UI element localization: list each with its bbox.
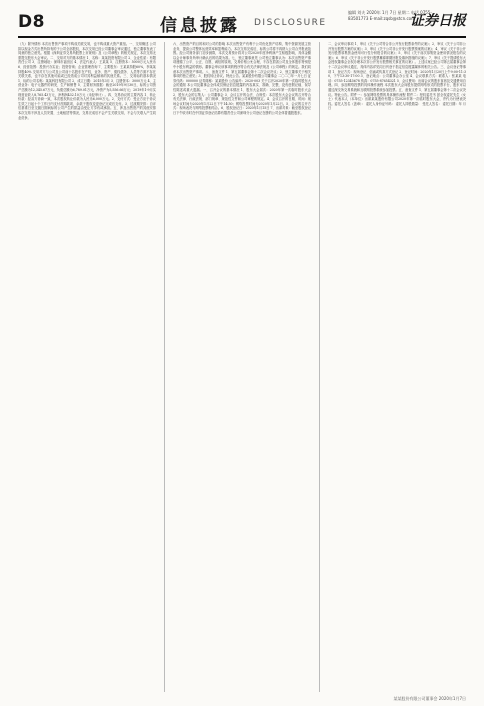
masthead-meta: 编辑 刘夫 2020年 1月 7日 星期二 电话 0755-83501773 E-mail:zqsb@stcn.com xyxy=(348,10,432,21)
section-title: 信息披露 xyxy=(160,16,240,36)
page-number: D8 xyxy=(18,12,45,32)
column-1 xyxy=(18,42,156,692)
column-1-text: （九）除外情形 本次出售资产事项不构成关联交易，也不构成重大资产重组。一、交易概述 公司拟以现金方式出售所持有的子公司全部股权，本次交易已经公司董事会审议通过，独立董事发表了同意的独立意见。根据《深圳证券交易所股票上市规则》及《公司章程》的相关规定，本次交易无需提交股东大会审议。二、交易对方的基本情况 1、名称：某某投资有限公司 2、企业性质：有限责任公司 3、注册地址：深圳市福田区 4、法定代表人：王某某 5、注册资本：5000万元人民币 6、经营范围：投资兴办实业；投资咨询；企业管理咨询 7、主要股东：王某某持股60%，李某某持股40% 交易对方与公司及公司前十名股东在产权、业务、资产、债权债务、人员等方面不存在关联关系，也不存在其他可能或已经造成公司对其利益倾斜的其他关系。三、交易标的基本情况 1、标的公司名称：某某科技有限公司 2、成立日期：2015年3月 3、注册资本：3000万元 4、主营业务：电子元器件的研发、生产和销售 5、主要财务数据：截至2019年9月30日，标的公司资产总额为12,345.67万元，负债总额为6,789.01万元，净资产为5,556.66万元；2019年1-9月实现营业收入8,765.43万元，净利润432.10万元（未经审计）。四、交易协议的主要内容 1、转让价款：经双方协商一致，本次股权转让价款为人民币6,000万元。2、支付方式：受让方应于协议生效之日起十个工作日内支付首期款项，余款于股权变更登记完成后支付。3、过渡期安排：自评估基准日至交割日期间标的公司产生的损益由受让方享有或承担。五、涉及出售资产的其他安排 本次交易不涉及人员安置、土地租赁等情况，交易完成后不会产生关联交易，不会与关联人产生同业竞争。 xyxy=(18,42,158,120)
article-columns xyxy=(18,42,466,692)
page-footer: 某某股份有限公司董事会 2020年1月7日 xyxy=(393,696,466,701)
column-3 xyxy=(319,42,466,692)
column-2-text: 六、出售资产的目的和对公司的影响 本次出售资产有利于公司优化资产结构，集中资源发展主营业务，提高公司整体运营效率和盈利能力。本次交易完成后，标的公司将不再纳入公司合并报表范围。经公司财务部门初步测算，本次交易预计将对公司2020年度净利润产生积极影响，具体金额以会计师事务所审计确认后的结果为准。七、独立董事意见 公司独立董事认为：本次出售资产事项遵循了公平、公正、自愿、诚信的原则，交易价格公允合理，不存在损害公司及全体股东特别是中小股东利益的情形。董事会审议该事项的程序符合有关法律法规及《公司章程》的规定。我们同意本次出售资产事项。八、备查文件 1、第五届董事会第十二次会议决议；2、独立董事关于相关事项的独立意见；3、股权转让协议。特此公告。某某股份有限公司董事会 二〇二〇年一月七日 证券代码：000000 证券简称：某某股份 公告编号：2020-003 关于召开2020年第一次临时股东大会的通知 本公司及董事会全体成员保证信息披露的内容真实、准确、完整，没有虚假记载、误导性陈述或重大遗漏。一、召开会议的基本情况 1、股东大会届次：2020年第一次临时股东大会 2、股东大会的召集人：公司董事会 3、会议召开的合法、合规性：本次股东大会会议的召开符合有关法律、行政法规、部门规章、规范性文件和公司章程的规定。4、会议召开的日期、时间：现场会议时间为2020年1月22日下午14:30；网络投票时间为2020年1月22日。5、会议的召开方式：现场表决与网络投票相结合。6、股权登记日：2020年1月15日 7、出席对象：截至股权登记日下午收市时在中国证券登记结算有限责任公司深圳分公司登记在册的公司全体普通股股东。 xyxy=(173,42,313,115)
column-3-text: 二、会议审议事项 1、审议《关于公司符合非公开发行股票条件的议案》；2、审议《关于公司非公开发行股票方案的议案》；3、审议《关于公司非公开发行股票预案的议案》；4、审议《关于非公开发行股票募集资金使用可行性分析报告的议案》；5、审议《关于前次募集资金使用情况报告的议案》；6、审议《关于非公开发行股票摊薄即期回报及填补措施的议案》；7、审议《关于提请股东大会授权董事会全权办理本次非公开发行股票相关事宜的议案》。上述议案已经公司第五届董事会第十二次会议审议通过，具体内容详见同日刊登于指定信息披露媒体的相关公告。三、会议登记等事项 1、登记方式：现场登记、信函或传真方式登记 2、登记时间：2020年1月20日上午9:00-11:30，下午13:30-17:00 3、登记地点：公司董事会办公室 4、会议联系方式：联系人：张某某 电话：0755-12345678 传真：0755-87654321 5、会议费用：出席会议的股东食宿及交通费用自理。四、参加网络投票的具体操作流程 本次股东大会向股东提供网络形式的投票平台，股东可以通过深交所交易系统和互联网投票系统参加投票。五、备查文件 1、第五届董事会第十二次会议决议。特此公告。附件一：参加网络投票的具体操作流程 附件二：授权委托书 兹全权委托先生（女士）代表本人（本单位）出席某某股份有限公司2020年第一次临时股东大会，并代为行使表决权。委托人签名（盖章）： 委托人身份证号码： 委托人持股数量： 受托人签名： 委托日期：年 月 日 xyxy=(328,42,468,111)
section-subtitle: DISCLOSURE xyxy=(254,18,327,28)
column-2 xyxy=(164,42,311,692)
newspaper-logo: 证券日报 xyxy=(410,13,466,29)
masthead xyxy=(18,6,466,38)
